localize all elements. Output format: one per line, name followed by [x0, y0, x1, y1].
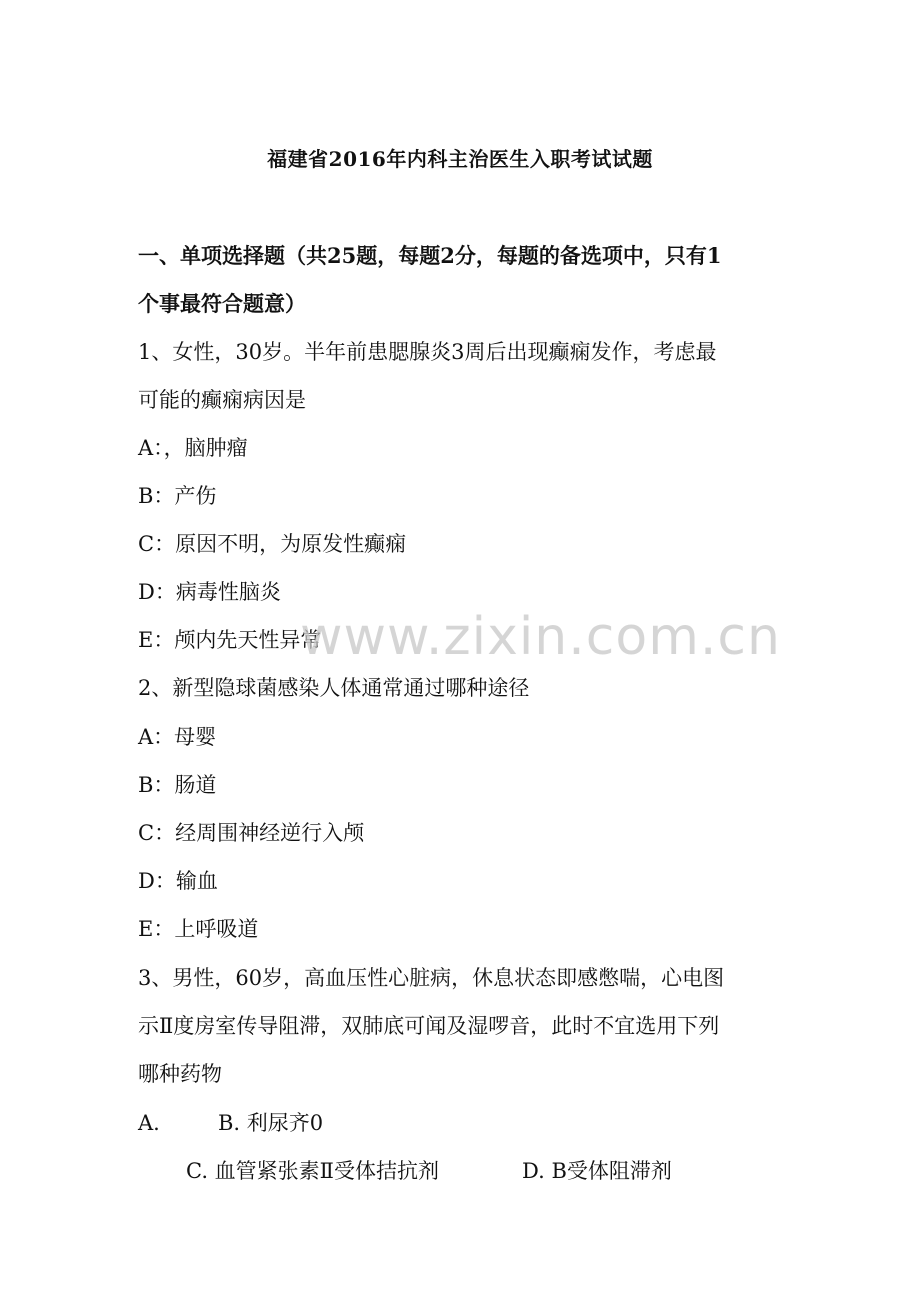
q1-option-a: A：，脑肿瘤: [138, 436, 248, 460]
section-heading: [138, 232, 788, 328]
q2-option-d: D：输血: [138, 869, 218, 893]
q2-option-e: E：上呼吸道: [138, 917, 259, 941]
q1-option-b: B：产伤: [138, 484, 217, 508]
q3-option-b: B. 利尿齐0: [218, 1111, 324, 1135]
watermark: www.zixin.com.cn: [300, 607, 781, 667]
q3-option-a: A.: [138, 1111, 160, 1135]
q3-stem-line-2: 示Ⅱ度房室传导阻滞，双肺底可闻及湿啰音，此时不宜选用下列: [138, 1014, 720, 1038]
q2-option-b: B：肠道: [138, 773, 217, 797]
q1-option-e: E：颅内先天性异常: [138, 628, 322, 652]
q1-option-d: D：病毒性脑炎: [138, 580, 281, 604]
q1-option-c: C：原因不明，为原发性癫痫: [138, 532, 407, 556]
q3-stem-line-1: 3、男性，60岁，高血压性心脏病，休息状态即感憋喘，心电图: [138, 966, 725, 990]
q2-option-c: C：经周围神经逆行入颅: [138, 821, 365, 845]
q2-stem-line-1: 2、新型隐球菌感染人体通常通过哪种途径: [138, 676, 530, 700]
q2-option-a: A：母婴: [138, 725, 217, 749]
q3-stem-line-3: 哪种药物: [138, 1062, 222, 1086]
q3-option-c: C. 血管紧张素Ⅱ受体拮抗剂: [186, 1159, 439, 1183]
section-heading-line-2: 个事最符合题意）: [138, 291, 306, 316]
q3-option-d: D. Β受体阻滞剂: [522, 1159, 672, 1183]
q1-stem-line-1: 1、女性，30岁。半年前患腮腺炎3周后出现癫痫发作，考虑最: [138, 340, 717, 364]
section-heading-line-1: 一、单项选择题（共25题，每题2分，每题的备选项中，只有1: [138, 243, 722, 268]
q1-stem-line-2: 可能的癫痫病因是: [138, 388, 306, 412]
page-title: 福建省2016年内科主治医生入职考试试题: [267, 147, 653, 171]
